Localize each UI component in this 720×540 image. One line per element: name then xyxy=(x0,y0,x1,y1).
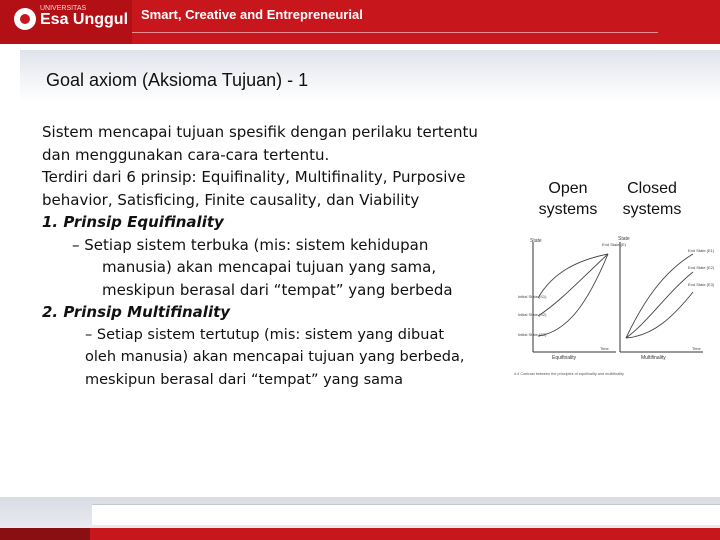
left-time-label: Time xyxy=(600,346,609,351)
footer-dark-accent xyxy=(0,528,90,540)
slide-title: Goal axiom (Aksioma Tujuan) - 1 xyxy=(46,70,309,90)
equifinality-curve-1 xyxy=(538,254,608,298)
end-state-2-label: End State (E2) xyxy=(688,265,715,270)
multifinality-curve-3 xyxy=(626,292,693,338)
item-equifinality-bullet: – Setiap sistem terbuka (mis: sistem kehidupan xyxy=(72,235,429,254)
left-y-axis-label: State xyxy=(530,238,542,244)
multifinality-curve-2 xyxy=(626,272,693,338)
item-equifinality-bullet-cont: manusia) akan mencapai tujuan yang sama, meskipun berasal dari “tempat” yang berbeda xyxy=(102,258,453,299)
university-logo[interactable] xyxy=(0,0,132,44)
header-tagline: Smart, Creative and Entrepreneurial xyxy=(141,7,363,22)
footer-strip xyxy=(92,504,720,525)
item-multifinality-heading: 2. Prinsip Multifinality xyxy=(42,303,231,321)
footer-red-bar xyxy=(90,528,720,540)
multifinality-label: Multifinality xyxy=(641,355,666,361)
paragraph-principles: Terdiri dari 6 prinsip: Equifinality, Multifinality, Purposive behavior, Satisficing, Finite causality, dan Viability xyxy=(42,168,466,209)
initial-state-3-label: Initial State (S3) xyxy=(518,332,547,337)
equifinality-curve-3 xyxy=(538,254,608,336)
initial-state-1-label: Initial State (S1) xyxy=(518,294,547,299)
item-multifinality-bullet-cont: oleh manusia) akan mencapai tujuan yang berbeda, meskipun berasal dari “tempat” yang sama xyxy=(85,349,465,388)
logo-name: Esa Unggul xyxy=(40,11,129,28)
equifinality-multifinality-figure xyxy=(508,232,715,382)
end-state-left-label: End State (E) xyxy=(602,242,627,247)
slide-body xyxy=(42,121,492,391)
item-multifinality-bullet: – Setiap sistem tertutup (mis: sistem yang dibuat xyxy=(85,326,445,343)
end-state-3-label: End State (E3) xyxy=(688,282,715,287)
header-divider xyxy=(132,32,658,33)
header-bar xyxy=(0,0,720,44)
equifinality-curve-2 xyxy=(538,254,608,316)
equifinality-label: Equifinality xyxy=(552,355,577,361)
closed-systems-label: Closed systems xyxy=(622,180,682,218)
right-y-axis-label: State xyxy=(618,236,630,242)
item-equifinality-heading: 1. Prinsip Equifinality xyxy=(42,213,224,231)
open-systems-label: Open systems xyxy=(538,180,598,218)
right-time-label: Time xyxy=(692,346,701,351)
logo-emblem-icon xyxy=(14,8,36,30)
end-state-1-label: End State (E1) xyxy=(688,248,715,253)
logo-university-label: UNIVERSITAS xyxy=(40,5,87,12)
initial-state-2-label: Initial State (S2) xyxy=(518,312,547,317)
figure-caption: 4.4 Contrast between the principles of equifinality and multifinality xyxy=(514,372,624,376)
paragraph-intro: Sistem mencapai tujuan spesifik dengan perilaku tertentu dan menggunakan cara-cara tertentu. xyxy=(42,123,478,164)
